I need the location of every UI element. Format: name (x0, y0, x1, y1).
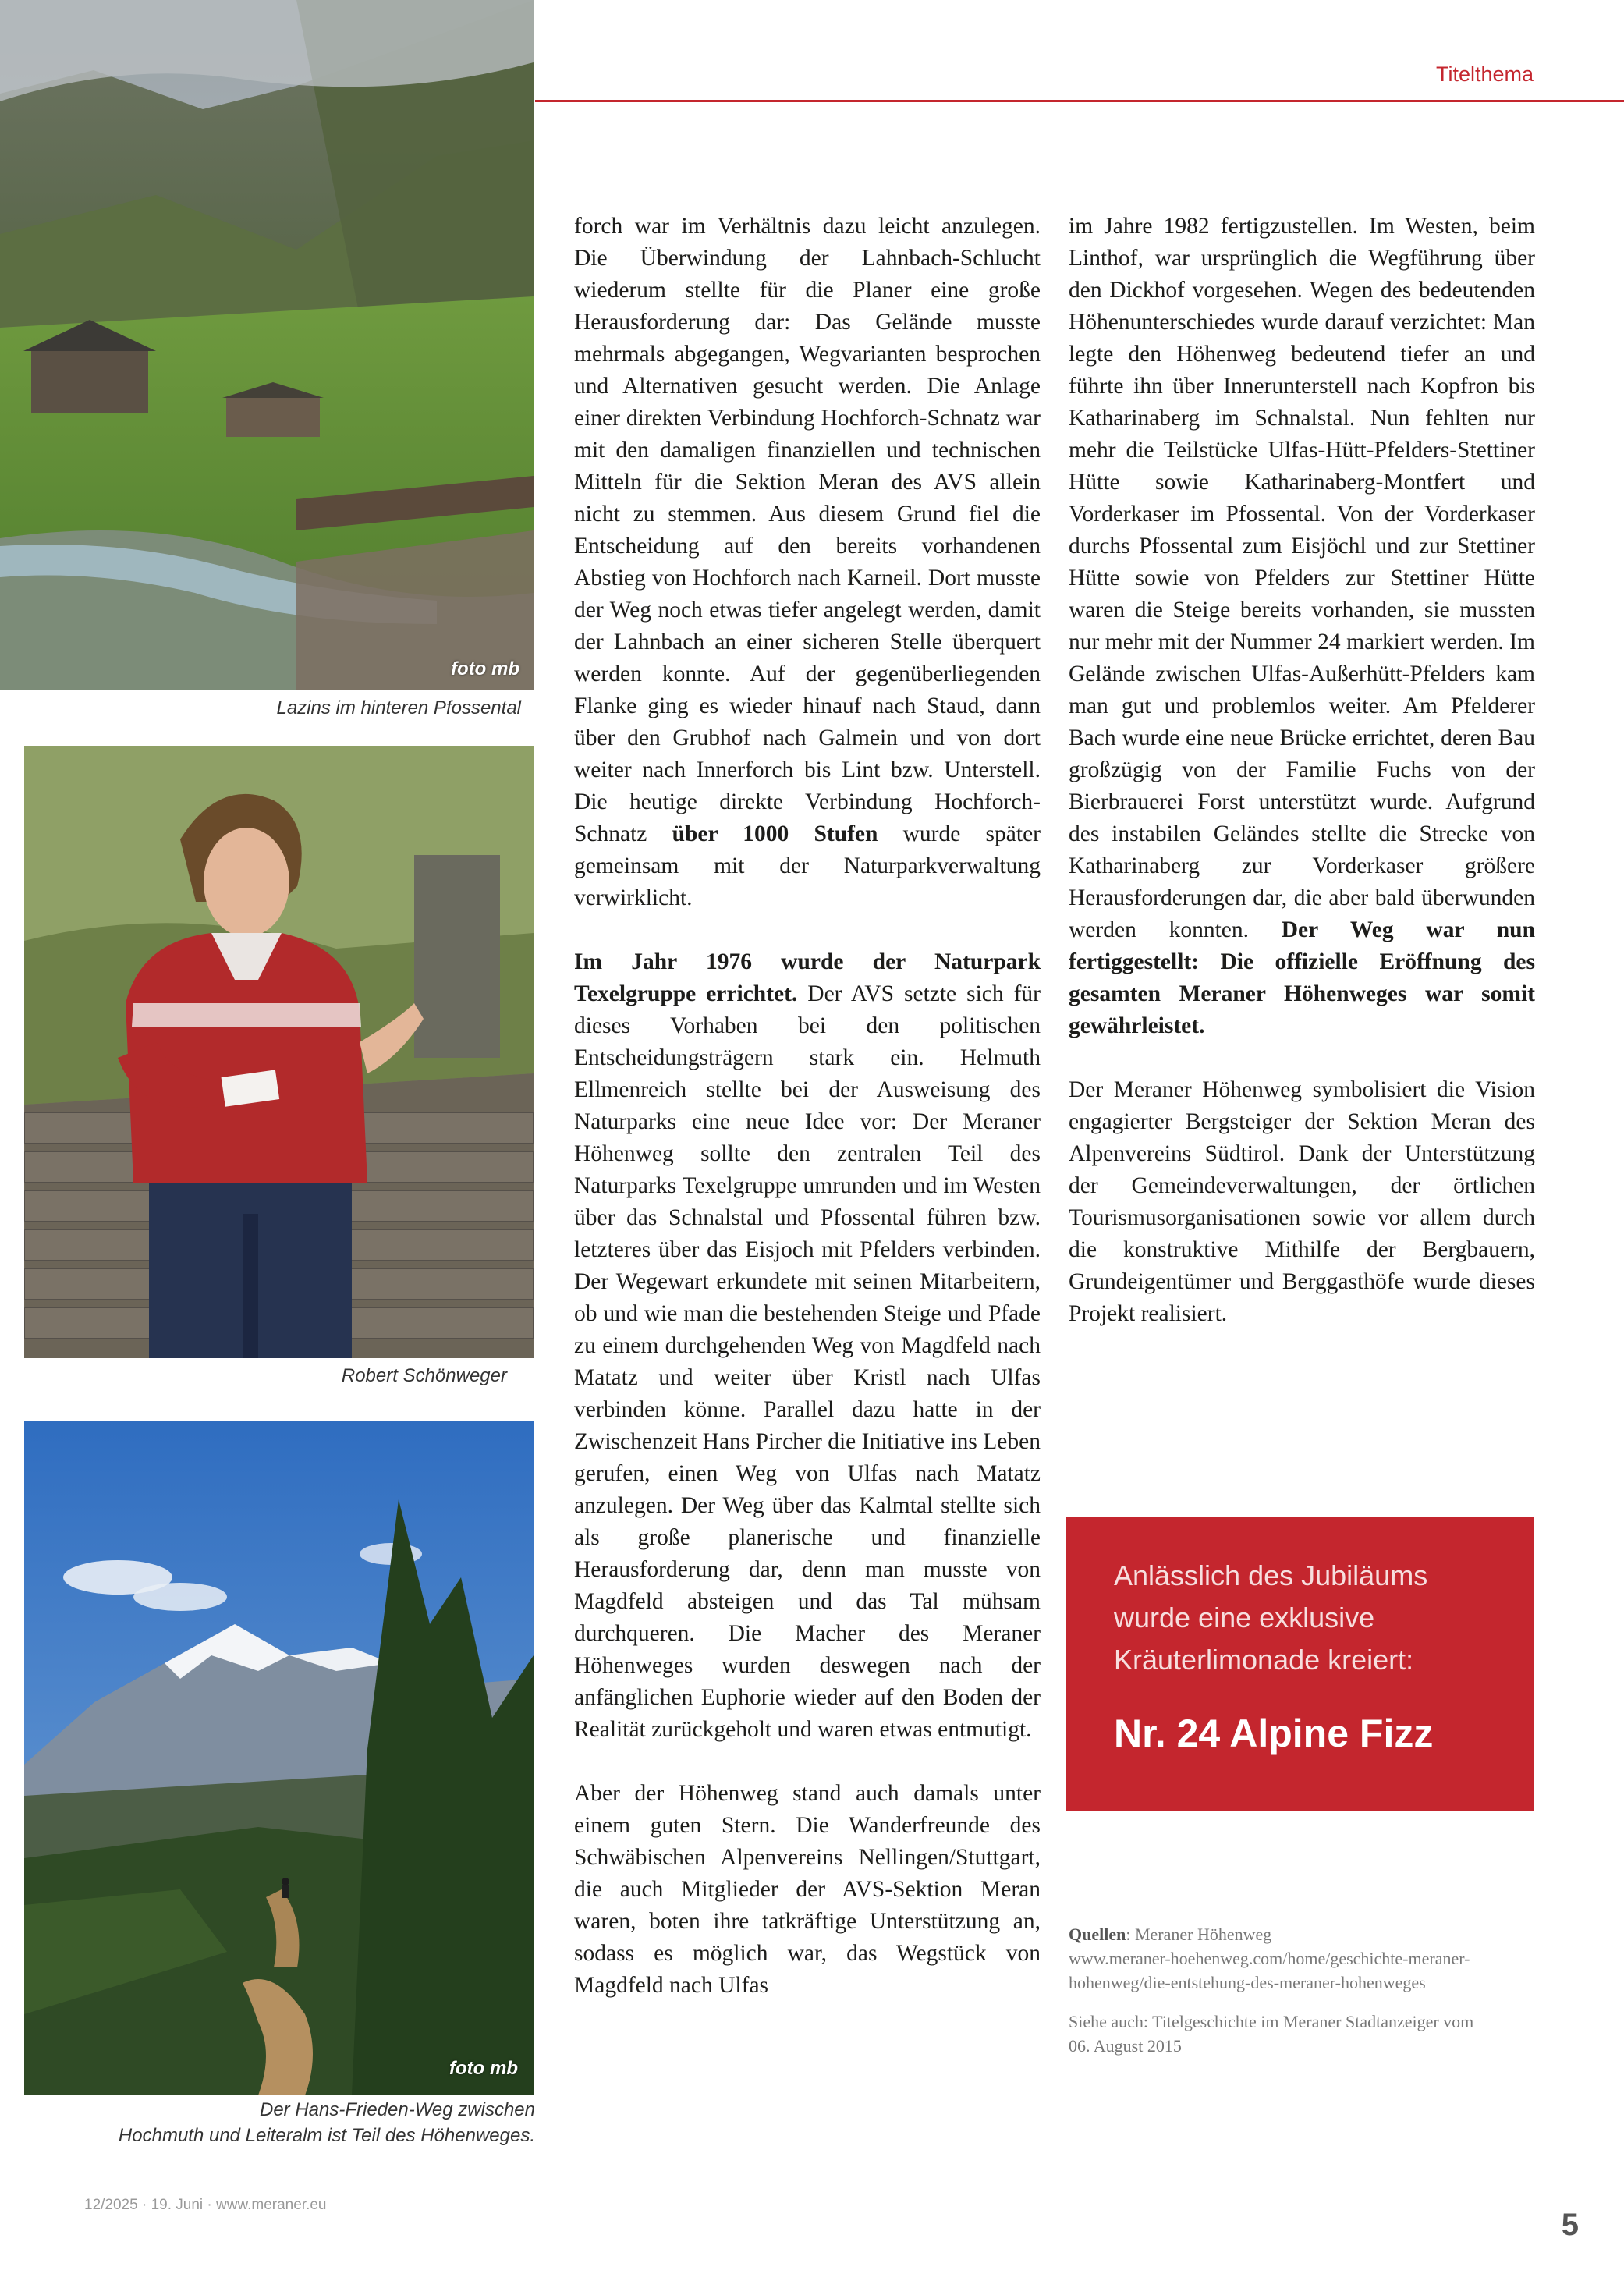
paragraph-5: Der Meraner Höhenweg symbolisiert die Vision engagierter Bergsteiger der Sektion Meran des Alpenvereins Südtirol. Dank der Unterstützung der Gemeindeverwaltungen, der örtlichen Tourismusorganisationen sowie vor allem durch die konstruktive Mithilfe der Bergbauern, Grundeigentümer und Berggasthöfe wurde dieses Projekt realisiert. (1069, 1077, 1535, 1326)
info-box-title: Nr. 24 Alpine Fizz (1114, 1712, 1434, 1755)
sources-label: Quellen (1069, 1924, 1126, 1944)
caption-photo-3-line2: Hochmuth und Leiteralm ist Teil des Höhenweges. (118, 2125, 535, 2146)
highlight-eroeffnung: Der Weg war nun fertiggestellt: Die offizielle Eröffnung des gesamten Meraner Höhenweges war somit gewährleistet. (1069, 917, 1535, 1038)
photo-robert-schoenweger (24, 746, 534, 1358)
paragraph-1: forch war im Verhältnis dazu leicht anzulegen. Die Überwindung der Lahnbach-Schlucht wiederum stellte für die Planer eine große Herausforderung dar: Das Gelände musste mehrmals abgegangen, Wegvarianten besprochen und Alternativen gesucht werden. Die Anlage einer direkten Verbindung Hochforch-Schnatz war mit den damaligen finanziellen und technischen Mitteln für die Sektion Meran des AVS allein nicht zu stemmen. Aus diesem Grund fiel die Entscheidung auf den bereits vorhandenen Abstieg von Hochforch nach Karneil. Dort musste der Weg noch etwas tiefer angelegt werden, damit der Lahnbach an einer sicheren Stelle überquert werden konnte. Auf der gegenüberliegenden Flanke ging es wieder hinauf nach Staud, dann über den Grubhof nach Galmein und von dort weiter nach Innerforch bis Lint bzw. Unterstell. Die heutige direkte Verbindung Hochforch-Schnatz über 1000 Stufen wurde später gemeinsam mit der Naturparkverwaltung verwirklicht. (574, 214, 1041, 910)
photo-trail-image (24, 1421, 534, 2095)
header-rule (535, 100, 1624, 102)
sources-url-line1: www.meraner-hoehenweg.com/home/geschichte-meraner- (1069, 1949, 1470, 1968)
info-box-alpine-fizz (1066, 1517, 1534, 1811)
sources-url-line2: hohenweg/die-entstehung-des-meraner-hohenweges (1069, 1973, 1426, 1992)
page-number: 5 (1561, 2208, 1579, 2242)
photo-credit-1: foto mb (451, 658, 519, 679)
photo-portrait-image (24, 746, 534, 1358)
photo-lazins-valley-image (0, 0, 534, 690)
caption-photo-3 (119, 2097, 535, 2148)
photo-credit-3: foto mb (449, 2058, 518, 2079)
article-column-2 (1069, 211, 1535, 1330)
info-box-text: Anlässlich des Jubiläums wurde eine exklusive Kräuterlimonade kreiert: (1114, 1559, 1428, 1676)
paragraph-3: Aber der Höhenweg stand auch damals unter einem guten Stern. Die Wanderfreunde des Schwäbischen Alpenvereins Nellingen/Stuttgart, die auch Mitglieder der AVS-Sektion Meran waren, boten ihre tatkräftige Unterstützung an, sodass es möglich war, das Wegstück von Magdfeld nach Ulfas (574, 1781, 1041, 1998)
paragraph-2: Im Jahr 1976 wurde der Naturpark Texelgruppe errichtet. Der AVS setzte sich für dieses Vorhaben bei den politischen Entscheidungsträgern stark ein. Helmuth Ellmenreich stellte bei der Ausweisung des Naturparks eine neue Idee vor: Der Meraner Höhenweg sollte den zentralen Teil des Naturparks Texelgruppe umrunden und im Westen über das Schnalstal und Pfossental führen bzw. letzteres über das Eisjoch mit Pfelders verbinden. Der Wegewart erkundete mit seinen Mitarbeitern, ob und wie man die bestehenden Steige und Pfade zu einem durchgehenden Weg von Magdfeld nach Matatz und weiter über Kristl nach Ulfas verbinden könne. Parallel dazu hatte in der Zwischenzeit Hans Pircher die Initiative ins Leben gerufen, einen Weg von Ulfas nach Matatz anzulegen. Der Weg über das Kalmtal stellte sich als große planerische und finanzielle Herausforderung dar, denn man musste von Magdfeld absteigen und das Tal mühsam durchqueren. Die Macher des Meraner Höhenweges wurden deswegen nach der anfänglichen Euphorie wieder auf den Boden der Realität zurückgeholt und waren etwas entmutigt. (574, 949, 1041, 1742)
article-column-1 (574, 211, 1041, 2002)
highlight-1000-stufen: über 1000 Stufen (672, 821, 878, 846)
footer-issue: 12/2025 · 19. Juni · www.meraner.eu (84, 2197, 327, 2213)
caption-photo-3-line1: Der Hans-Frieden-Weg zwischen (259, 2099, 535, 2120)
caption-photo-2: Robert Schönweger (341, 1365, 507, 1386)
see-also-line1: Siehe auch: Titelgeschichte im Meraner Stadtanzeiger vom (1069, 2012, 1474, 2031)
paragraph-4: im Jahre 1982 fertigzustellen. Im Westen, beim Linthof, war ursprünglich die Wegführung über den Dickhof vorgesehen. Wegen des bedeutenden Höhenunterschiedes wurde darauf verzichtet: Man legte den Höhenweg bedeutend tiefer an und führte ihn über Innerunterstell nach Kopfron bis Katharinaberg im Schnalstal. Nun fehlten nur mehr die Teilstücke Ulfas-Hütt-Pfelders-Stettiner Hütte sowie Katharinaberg-Montfert und Vorderkaser im Pfossental. Von der Vorderkaser durchs Pfossental zum Eisjöchl und zur Stettiner Hütte sowie von Pfelders zur Stettiner Hütte waren die Steige bereits vorhanden, sie mussten nur mehr mit der Nummer 24 markiert werden. Im Gelände zwischen Ulfas-Außerhütt-Pfelders kam man gut und problemlos weiter. Am Pfelderer Bach wurde eine neue Brücke errichtet, deren Bau großzügig von der Familie Fuchs von der Bierbrauerei Forst unterstützt wurde. Aufgrund des instabilen Geländes stellte die Strecke von Katharinaberg zur Vorderkaser größere Herausforderungen dar, die aber bald überwunden werden konnten. Der Weg war nun fertiggestellt: Die offizielle Eröffnung des gesamten Meraner Höhenweges war somit gewährleistet. (1069, 214, 1535, 1038)
see-also-line2: 06. August 2015 (1069, 2036, 1182, 2056)
section-label: Titelthema (1435, 62, 1534, 86)
photo-hans-frieden-weg (24, 1421, 534, 2095)
highlight-naturpark: Im Jahr 1976 wurde der Naturpark Texelgruppe errichtet. (574, 949, 1041, 1006)
photo-lazins-valley (0, 0, 534, 690)
caption-photo-1: Lazins im hinteren Pfossental (276, 697, 521, 718)
sources: Quellen: Meraner Höhenweg www.meraner-hoehenweg.com/home/geschichte-meraner- hohenweg/die-entstehung-des-meraner-hohenweges Siehe auch: Titelgeschichte im Meraner Stadtanzeiger vom 06. August 2015 (1069, 1922, 1537, 2058)
